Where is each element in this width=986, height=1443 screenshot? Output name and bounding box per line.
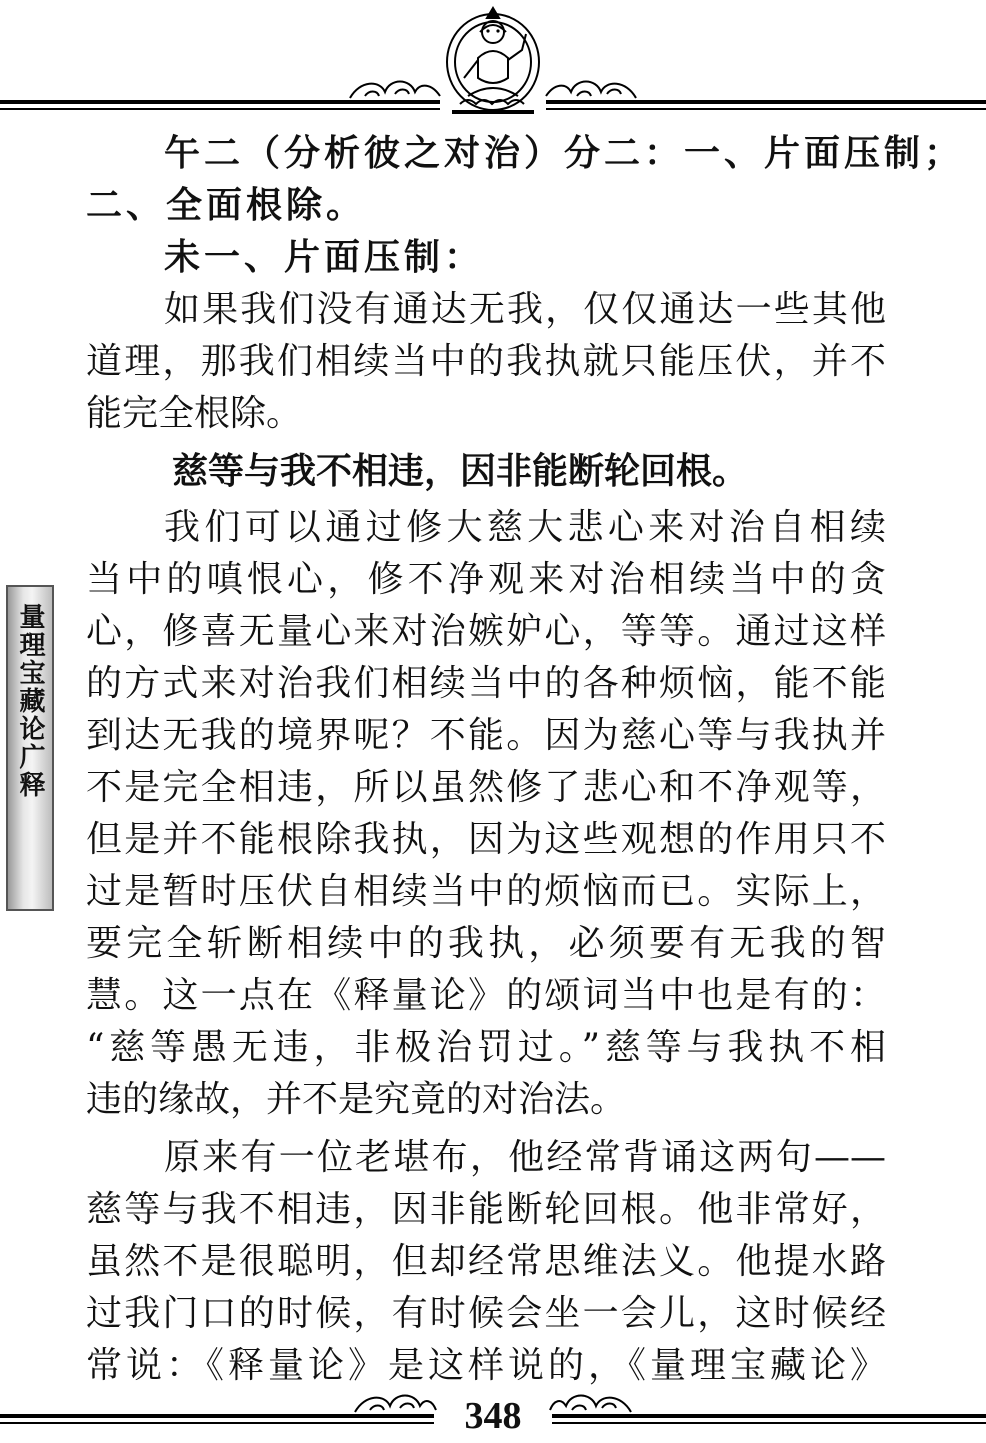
paragraph-line: 常说：《释量论》是这样说的，《量理宝藏论》 bbox=[86, 1345, 886, 1386]
deity-figure-icon bbox=[438, 0, 548, 118]
paragraph-line: 不是完全相违，所以虽然修了悲心和不净观等， bbox=[86, 767, 886, 808]
paragraph-line: 当中的嗔恨心，修不净观来对治相续当中的贪 bbox=[86, 559, 886, 600]
paragraph-line: 违的缘故，并不是究竟的对治法。 bbox=[86, 1079, 627, 1120]
page-number: 348 bbox=[464, 1395, 522, 1437]
paragraph-line: 如果我们没有通达无我，仅仅通达一些其他 bbox=[164, 289, 886, 330]
section-heading-continued: 二、全面根除。 bbox=[86, 185, 367, 226]
paragraph-line: “慈等愚无违，非极治罚过。”慈等与我执不相 bbox=[86, 1027, 886, 1068]
paragraph-line: 虽然不是很聪明，但却经常思维法义。他提水路 bbox=[86, 1241, 886, 1282]
paragraph-line: 要完全斩断相续中的我执，必须要有无我的智 bbox=[86, 923, 886, 964]
paragraph-line: 慧。这一点在《释量论》的颂词当中也是有的： bbox=[86, 975, 886, 1016]
root-verse: 慈等与我不相违，因非能断轮回根。 bbox=[172, 451, 749, 492]
side-book-title: 量理宝藏论广释 bbox=[15, 603, 45, 799]
paragraph-line: 能完全根除。 bbox=[86, 393, 303, 434]
paragraph-line: 道理，那我们相续当中的我执就只能压伏，并不 bbox=[86, 341, 886, 382]
paragraph-line: 我们可以通过修大慈大悲心来对治自相续 bbox=[164, 507, 886, 548]
paragraph-line: 到达无我的境界呢？不能。因为慈心等与我执并 bbox=[86, 715, 886, 756]
page-content bbox=[86, 128, 965, 1392]
section-heading: 午二（分析彼之对治）分二：一、片面压制； bbox=[164, 133, 965, 174]
paragraph-line: 心，修喜无量心来对治嫉妒心，等等。通过这样 bbox=[86, 611, 886, 652]
paragraph-line: 过我门口的时候，有时候会坐一会儿，这时候经 bbox=[86, 1293, 886, 1334]
paragraph-line: 但是并不能根除我执，因为这些观想的作用只不 bbox=[86, 819, 886, 860]
paragraph-line: 过是暂时压伏自相续当中的烦恼而已。实际上， bbox=[86, 871, 886, 912]
side-book-title-tab bbox=[6, 585, 54, 911]
paragraph-line: 的方式来对治我们相续当中的各种烦恼，能不能 bbox=[86, 663, 886, 704]
page-header bbox=[0, 0, 986, 120]
paragraph-line: 慈等与我不相违，因非能断轮回根。他非常好， bbox=[86, 1189, 886, 1230]
paragraph-line: 原来有一位老堪布，他经常背诵这两句—— bbox=[164, 1137, 886, 1178]
subsection-heading: 未一、片面压制： bbox=[164, 237, 485, 278]
